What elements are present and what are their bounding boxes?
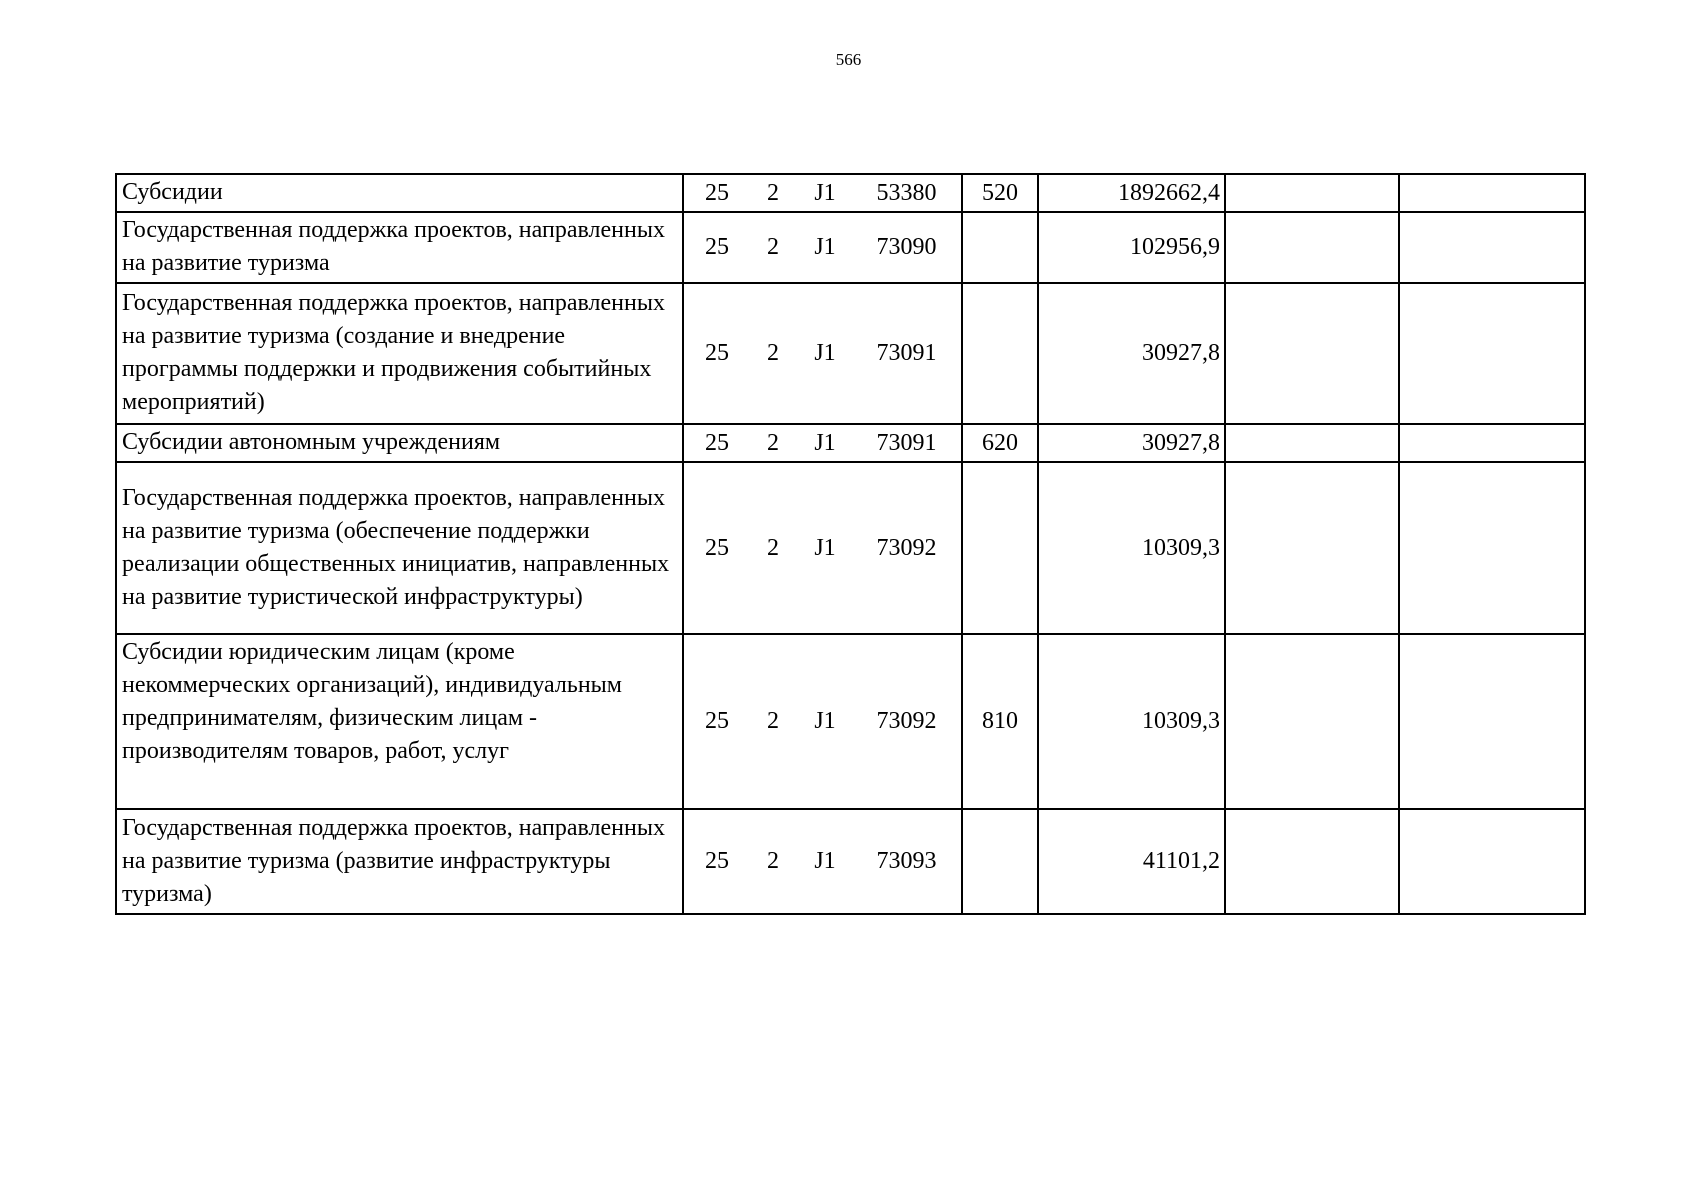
amount: 102956,9 <box>1038 212 1225 283</box>
expense-type: 810 <box>962 634 1038 809</box>
row-codes <box>683 462 962 634</box>
code-program: 25 <box>705 708 729 734</box>
amount-3 <box>1399 462 1585 634</box>
amount: 10309,3 <box>1038 462 1225 634</box>
expense-type <box>962 212 1038 283</box>
code-direction: 73092 <box>876 534 937 561</box>
expense-type <box>962 809 1038 914</box>
table-row <box>116 212 1585 283</box>
code-program: 25 <box>705 534 729 561</box>
amount-3 <box>1399 424 1585 462</box>
code-subprogram: 2 <box>767 234 779 260</box>
code-program: 25 <box>705 179 729 206</box>
row-name: Государственная поддержка проектов, направленных на развитие туризма <box>116 212 683 283</box>
amount-3 <box>1399 809 1585 914</box>
code-subprogram: 2 <box>767 429 779 456</box>
budget-table <box>115 173 1586 915</box>
row-codes <box>683 283 962 424</box>
amount-2 <box>1225 283 1399 424</box>
table-row <box>116 809 1585 914</box>
table-row <box>116 634 1585 809</box>
amount-2 <box>1225 634 1399 809</box>
code-subprogram: 2 <box>767 708 779 734</box>
code-direction: 73093 <box>876 848 937 874</box>
code-project: J1 <box>814 234 836 260</box>
row-name: Субсидии <box>116 174 683 212</box>
amount: 10309,3 <box>1038 634 1225 809</box>
row-name: Субсидии юридическим лицам (кроме некоммерческих организаций), индивидуальным предпринимателям, физическим лицам - производителям товаров, работ, услуг <box>116 634 683 809</box>
row-codes <box>683 174 962 212</box>
table-row <box>116 424 1585 462</box>
row-codes <box>683 424 962 462</box>
code-project: J1 <box>814 708 836 734</box>
row-codes <box>683 634 962 809</box>
code-subprogram: 2 <box>767 848 779 874</box>
amount-2 <box>1225 212 1399 283</box>
expense-type: 620 <box>962 424 1038 462</box>
row-name: Государственная поддержка проектов, направленных на развитие туризма (развитие инфраструктуры туризма) <box>116 809 683 914</box>
page-number: 566 <box>835 50 862 69</box>
amount-2 <box>1225 809 1399 914</box>
code-project: J1 <box>814 179 836 206</box>
code-project: J1 <box>814 848 836 874</box>
code-project: J1 <box>814 429 836 456</box>
code-program: 25 <box>705 848 729 874</box>
code-subprogram: 2 <box>767 340 779 366</box>
amount: 30927,8 <box>1038 424 1225 462</box>
amount: 30927,8 <box>1038 283 1225 424</box>
expense-type <box>962 462 1038 634</box>
code-subprogram: 2 <box>767 179 779 206</box>
code-direction: 53380 <box>876 179 937 206</box>
table-row <box>116 174 1585 212</box>
amount-3 <box>1399 283 1585 424</box>
code-program: 25 <box>705 234 729 260</box>
amount-2 <box>1225 462 1399 634</box>
amount-2 <box>1225 174 1399 212</box>
amount-3 <box>1399 212 1585 283</box>
code-program: 25 <box>705 340 729 366</box>
amount-3 <box>1399 174 1585 212</box>
row-codes <box>683 212 962 283</box>
amount: 41101,2 <box>1038 809 1225 914</box>
code-subprogram: 2 <box>767 534 779 561</box>
code-direction: 73091 <box>876 429 937 456</box>
row-name: Государственная поддержка проектов, направленных на развитие туризма (создание и внедрение программы поддержки и продвижения событийных мероприятий) <box>116 283 683 424</box>
row-codes <box>683 809 962 914</box>
row-name: Субсидии автономным учреждениям <box>116 424 683 462</box>
amount: 1892662,4 <box>1038 174 1225 212</box>
code-direction: 73092 <box>876 708 937 734</box>
amount-3 <box>1399 634 1585 809</box>
table-row <box>116 462 1585 634</box>
amount-2 <box>1225 424 1399 462</box>
code-direction: 73090 <box>876 234 937 260</box>
code-project: J1 <box>814 534 836 561</box>
row-name: Государственная поддержка проектов, направленных на развитие туризма (обеспечение поддержки реализации общественных инициатив, направленных на развитие туристической инфраструктуры) <box>116 462 683 634</box>
expense-type <box>962 283 1038 424</box>
code-direction: 73091 <box>876 340 937 366</box>
code-project: J1 <box>814 340 836 366</box>
table-row <box>116 283 1585 424</box>
code-program: 25 <box>705 429 729 456</box>
expense-type: 520 <box>962 174 1038 212</box>
